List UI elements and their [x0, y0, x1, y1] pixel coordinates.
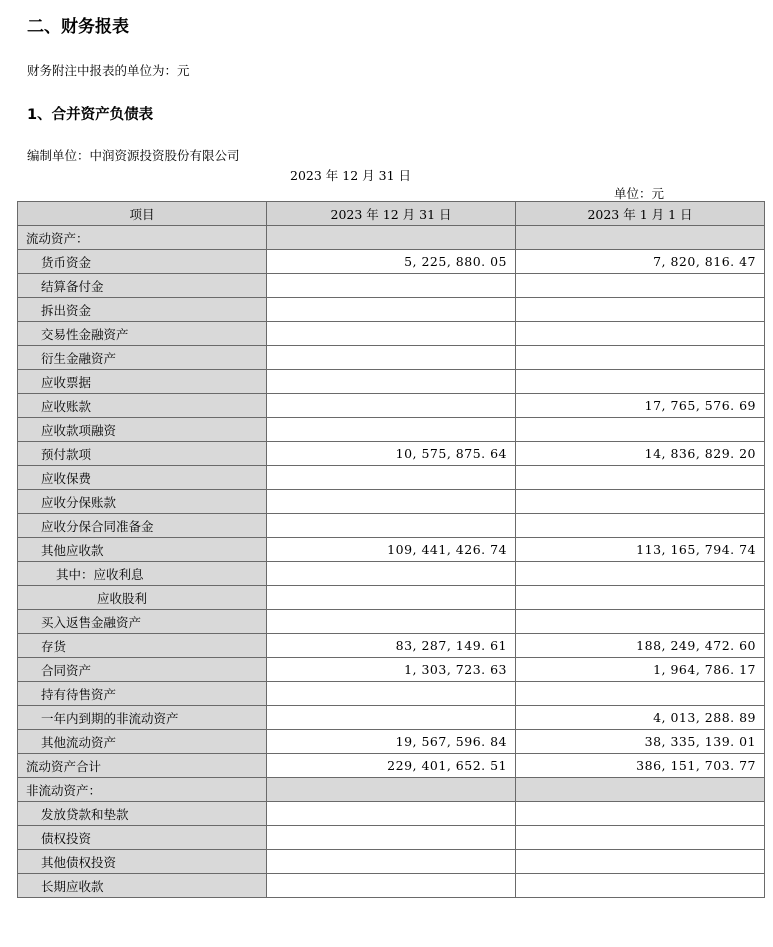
value-current: 109, 441, 426. 74 [267, 538, 516, 562]
value-prior: 188, 249, 472. 60 [516, 634, 765, 658]
table-row [18, 850, 765, 874]
row-label: 预付款项 [18, 442, 267, 466]
value-current: 5, 225, 880. 05 [267, 250, 516, 274]
table-row [18, 634, 765, 658]
table-row [18, 442, 765, 466]
value-prior [516, 274, 765, 298]
value-prior: 14, 836, 829. 20 [516, 442, 765, 466]
row-label: 应收款项融资 [18, 418, 267, 442]
value-prior [516, 298, 765, 322]
value-prior [516, 466, 765, 490]
row-label: 交易性金融资产 [18, 322, 267, 346]
value-prior [516, 874, 765, 898]
value-current [267, 586, 516, 610]
row-label: 其中：应收利息 [18, 562, 267, 586]
value-prior [516, 610, 765, 634]
row-label: 应收股利 [18, 586, 267, 610]
row-label: 流动资产： [18, 226, 267, 250]
value-current [267, 490, 516, 514]
value-prior [516, 826, 765, 850]
value-current [267, 706, 516, 730]
value-prior [516, 682, 765, 706]
value-current [267, 562, 516, 586]
value-prior [516, 586, 765, 610]
row-label: 持有待售资产 [18, 682, 267, 706]
table-row [18, 514, 765, 538]
value-prior [516, 490, 765, 514]
row-label: 合同资产 [18, 658, 267, 682]
currency-unit: 单位：元 [614, 186, 665, 201]
value-current [267, 370, 516, 394]
value-prior: 1, 964, 786. 17 [516, 658, 765, 682]
row-label: 应收保费 [18, 466, 267, 490]
table-row [18, 322, 765, 346]
value-current [267, 298, 516, 322]
value-current [267, 826, 516, 850]
value-current [267, 850, 516, 874]
value-current [267, 418, 516, 442]
value-current [267, 322, 516, 346]
row-label: 其他流动资产 [18, 730, 267, 754]
value-current [267, 610, 516, 634]
table-row [18, 394, 765, 418]
table-row [18, 610, 765, 634]
table-row [18, 658, 765, 682]
value-current [267, 802, 516, 826]
value-prior [516, 562, 765, 586]
company-name: 编制单位：中润资源投资股份有限公司 [27, 148, 240, 163]
column-header-prior: 2023 年 1 月 1 日 [516, 202, 765, 226]
value-prior [516, 346, 765, 370]
table-row [18, 250, 765, 274]
value-prior [516, 370, 765, 394]
table-row [18, 538, 765, 562]
value-current [267, 394, 516, 418]
value-current: 83, 287, 149. 61 [267, 634, 516, 658]
table-row [18, 802, 765, 826]
row-label: 其他应收款 [18, 538, 267, 562]
row-label: 货币资金 [18, 250, 267, 274]
row-label: 应收账款 [18, 394, 267, 418]
row-label: 衍生金融资产 [18, 346, 267, 370]
value-prior: 7, 820, 816. 47 [516, 250, 765, 274]
value-prior [516, 850, 765, 874]
table-row [18, 586, 765, 610]
table-row [18, 490, 765, 514]
table-row [18, 298, 765, 322]
row-label: 流动资产合计 [18, 754, 267, 778]
table-body [18, 226, 765, 898]
table-row [18, 226, 765, 250]
table-row [18, 274, 765, 298]
value-current [267, 514, 516, 538]
row-label: 债权投资 [18, 826, 267, 850]
value-current [267, 226, 516, 250]
balance-sheet-title: 1、合并资产负债表 [27, 107, 154, 123]
column-header-current: 2023 年 12 月 31 日 [267, 202, 516, 226]
value-prior: 113, 165, 794. 74 [516, 538, 765, 562]
value-current [267, 874, 516, 898]
value-current: 10, 575, 875. 64 [267, 442, 516, 466]
table-row [18, 370, 765, 394]
row-label: 存货 [18, 634, 267, 658]
value-prior [516, 778, 765, 802]
row-label: 长期应收款 [18, 874, 267, 898]
row-label: 应收分保合同准备金 [18, 514, 267, 538]
table-row [18, 346, 765, 370]
table-header-row [18, 202, 765, 226]
value-current [267, 778, 516, 802]
row-label: 买入返售金融资产 [18, 610, 267, 634]
column-header-item: 项目 [18, 202, 267, 226]
row-label: 应收分保账款 [18, 490, 267, 514]
value-prior [516, 514, 765, 538]
value-current [267, 274, 516, 298]
row-label: 拆出资金 [18, 298, 267, 322]
value-current [267, 682, 516, 706]
unit-note: 财务附注中报表的单位为：元 [27, 63, 190, 78]
table-row [18, 418, 765, 442]
table-row [18, 826, 765, 850]
value-current: 229, 401, 652. 51 [267, 754, 516, 778]
value-prior: 38, 335, 139. 01 [516, 730, 765, 754]
value-prior [516, 226, 765, 250]
value-current [267, 466, 516, 490]
table-row [18, 466, 765, 490]
value-prior: 386, 151, 703. 77 [516, 754, 765, 778]
table-row [18, 562, 765, 586]
table-row [18, 874, 765, 898]
value-current [267, 346, 516, 370]
value-prior: 4, 013, 288. 89 [516, 706, 765, 730]
value-current: 1, 303, 723. 63 [267, 658, 516, 682]
table-row [18, 730, 765, 754]
value-current: 19, 567, 596. 84 [267, 730, 516, 754]
row-label: 一年内到期的非流动资产 [18, 706, 267, 730]
table-row [18, 754, 765, 778]
row-label: 应收票据 [18, 370, 267, 394]
value-prior [516, 418, 765, 442]
section-title: 二、财务报表 [27, 17, 129, 37]
row-label: 发放贷款和垫款 [18, 802, 267, 826]
value-prior: 17, 765, 576. 69 [516, 394, 765, 418]
row-label: 其他债权投资 [18, 850, 267, 874]
row-label: 非流动资产： [18, 778, 267, 802]
table-row [18, 778, 765, 802]
value-prior [516, 802, 765, 826]
balance-sheet-table [17, 201, 765, 898]
report-date: 2023 年 12 月 31 日 [290, 168, 411, 183]
row-label: 结算备付金 [18, 274, 267, 298]
table-row [18, 682, 765, 706]
table-row [18, 706, 765, 730]
value-prior [516, 322, 765, 346]
